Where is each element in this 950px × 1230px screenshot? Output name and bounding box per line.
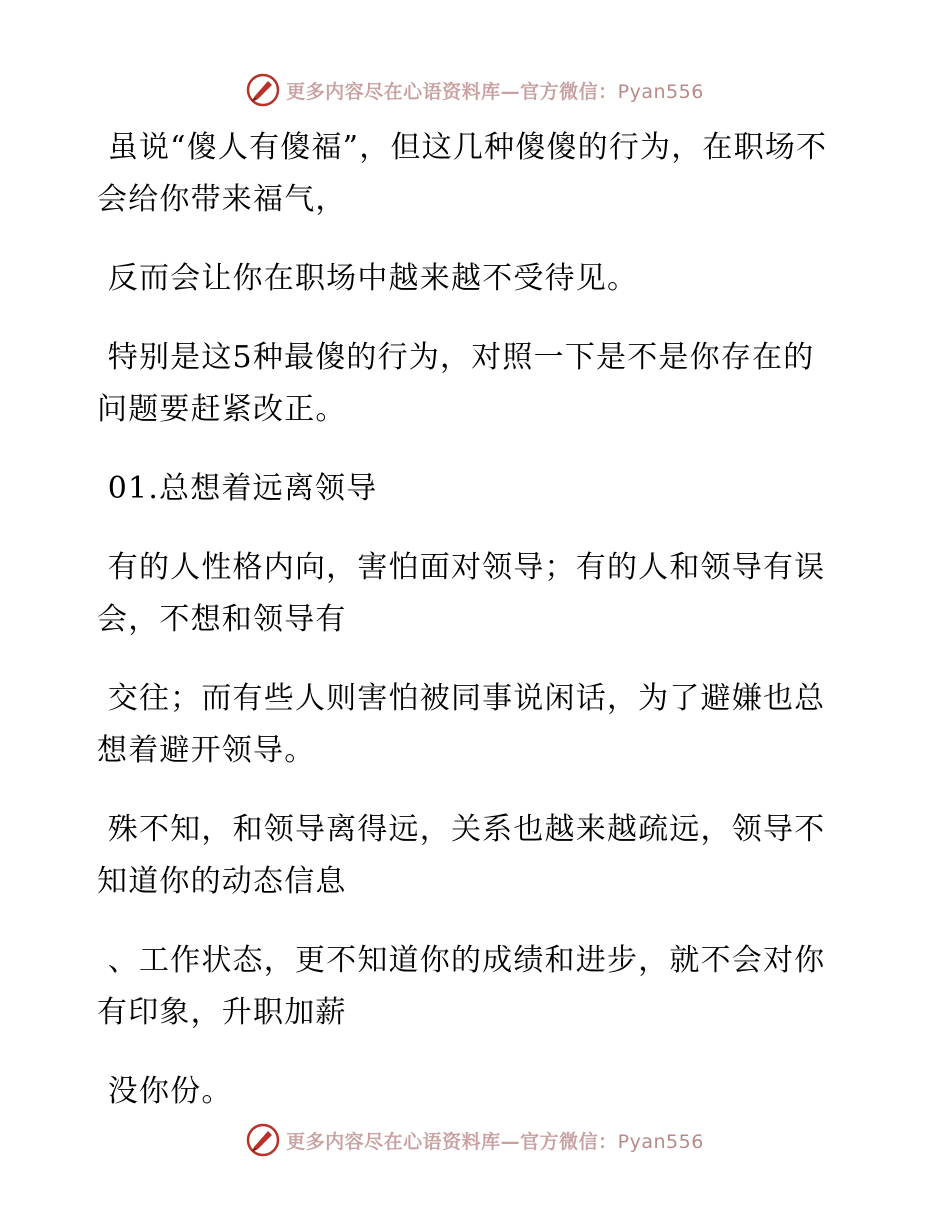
paragraph: 交往；而有些人则害怕被同事说闲话，为了避嫌也总想着避开领导。 <box>97 681 826 768</box>
footer-wechat-id: Pyan556 <box>617 1130 704 1153</box>
paragraph: 有的人性格内向，害怕面对领导；有的人和领导有误会，不想和领导有 <box>97 550 826 637</box>
footer-banner-inner <box>246 1123 704 1157</box>
paragraph: 殊不知，和领导离得远，关系也越来越疏远，领导不知道你的动态信息 <box>97 812 826 899</box>
paragraph: 特别是这5种最傻的行为，对照一下是不是你存在的问题要赶紧改正。 <box>97 340 815 427</box>
header-banner-label: 更多内容尽在心语资料库—官方微信： <box>286 80 618 103</box>
paragraph: 反而会让你在职场中越来越不受待见。 <box>97 261 639 296</box>
paragraph: 虽说“傻人有傻福”，但这几种傻傻的行为，在职场不会给你带来福气， <box>97 130 828 217</box>
paragraph: 没你份。 <box>97 1074 233 1109</box>
header-banner-inner <box>246 73 704 107</box>
header-banner-text <box>286 77 704 104</box>
header-wechat-id: Pyan556 <box>617 80 704 103</box>
footer-banner-text <box>286 1127 704 1154</box>
document-body <box>97 122 837 1145</box>
header-banner <box>0 70 950 110</box>
section-heading: 01.总想着远离领导 <box>97 471 378 506</box>
pen-logo-icon <box>246 73 280 107</box>
paragraph: 、工作状态，更不知道你的成绩和进步，就不会对你有印象，升职加薪 <box>97 943 826 1030</box>
pen-logo-icon <box>246 1123 280 1157</box>
footer-banner-label: 更多内容尽在心语资料库—官方微信： <box>286 1130 618 1153</box>
footer-banner <box>0 1120 950 1160</box>
